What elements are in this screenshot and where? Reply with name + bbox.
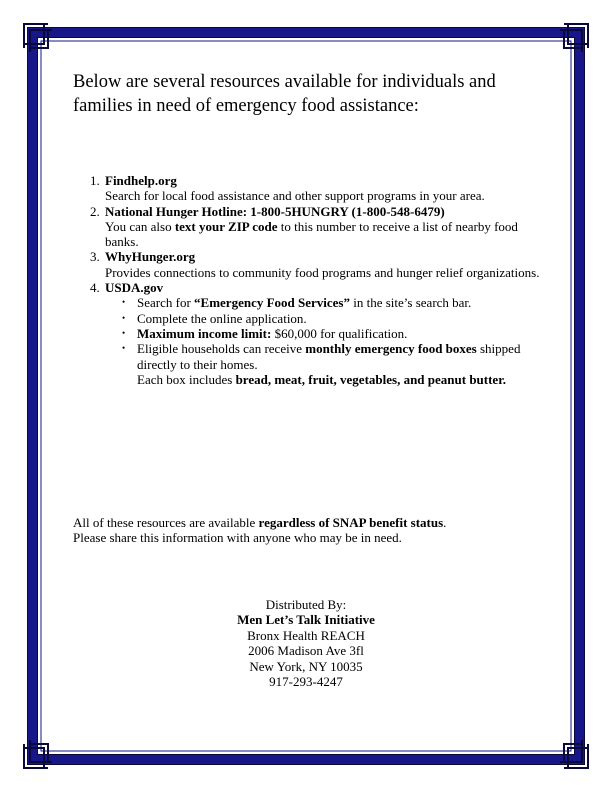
- partner-name: Bronx Health REACH: [247, 627, 365, 643]
- distributed-label: Distributed By:: [265, 597, 347, 612]
- step-item: • Complete the online application.: [120, 311, 545, 326]
- step-item: • Eligible households can receive monthly emergency food boxes shipped directly to their homes. Each box includes bread, meat, fruit, vegetables, and peanut butter.: [120, 341, 545, 387]
- closing-line-2: Please share this information with anyone who may be in need.: [73, 530, 402, 546]
- step-item: • Search for “Emergency Food Services” in the site’s search bar.: [120, 295, 545, 310]
- org-name: Men Let’s Talk Initiative: [237, 612, 375, 628]
- closing-text: [73, 515, 553, 546]
- resource-name: Findhelp.org: [105, 173, 177, 188]
- list-item: [90, 173, 545, 204]
- list-item: [90, 280, 545, 387]
- resource-list: [90, 173, 545, 387]
- resource-name: National Hunger Hotline: 1-800-5HUNGRY (1-800-548-6479): [105, 203, 445, 219]
- list-item: [90, 204, 545, 250]
- item-number: 4.: [90, 280, 100, 296]
- resource-name: WhyHunger.org: [105, 249, 196, 265]
- intro-text: Below are several resources available for individuals and families in need of emergency food assistance:: [73, 72, 496, 116]
- resource-name: USDA.gov: [105, 280, 164, 296]
- distribution-block: [0, 597, 612, 689]
- resource-description: Provides connections to community food programs and hunger relief organizations.: [105, 264, 540, 280]
- list-item: [90, 249, 545, 280]
- phone-number: 917-293-4247: [269, 674, 343, 690]
- item-number: 1.: [90, 173, 100, 188]
- address-line-1: 2006 Madison Ave 3fl: [248, 643, 364, 659]
- closing-line-1: All of these resources are available regardless of SNAP benefit status.: [73, 515, 447, 530]
- step-item: • Maximum income limit: $60,000 for qualification.: [120, 326, 545, 341]
- item-number: 2.: [90, 203, 100, 219]
- address-line-2: New York, NY 10035: [249, 658, 363, 674]
- usda-steps: [105, 295, 545, 387]
- resource-description: Search for local food assistance and other support programs in your area.: [105, 188, 485, 204]
- item-number: 3.: [90, 249, 100, 265]
- resource-description: You can also text your ZIP code to this number to receive a list of nearby food banks.: [105, 218, 518, 250]
